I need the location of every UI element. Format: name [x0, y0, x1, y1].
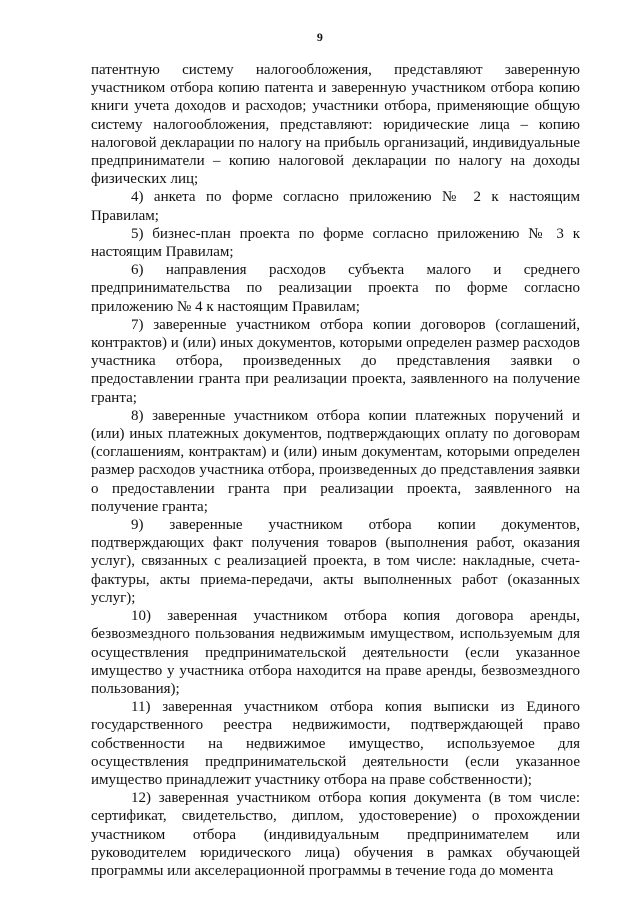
document-body: [91, 61, 580, 880]
paragraph-item-5: 5) бизнес-план проекта по форме согласно приложению № 3 к настоящим Правилам;: [91, 225, 580, 261]
paragraph-item-4: 4) анкета по форме согласно приложению № 2 к настоящим Правилам;: [91, 189, 580, 224]
paragraph-item-8: 8) заверенные участником отбора копии платежных поручений и (или) иных платежных документов, подтверждающих оплату по договорам (соглашениям, контрактам) и (или) иным документам, которыми определен размер расходов участника отбора, произведенных до представления заявки о предоставлении гранта при реализации проекта, заявленного на получение гранта;: [91, 407, 580, 515]
paragraph-continuation: патентную систему налогообложения, представляют заверенную участником отбора копию патента и заверенную участником отбора копию книги учета доходов и расходов; участники отбора, применяющие общую систему налогообложения, представляют: юридические лица – копию налоговой декларации по налогу на прибыль организаций, индивидуальные предприниматели – копию налоговой декларации по налогу на доходы физических лиц;: [91, 62, 580, 188]
paragraph-item-9: 9) заверенные участником отбора копии документов, подтверждающих факт получения товаров (выполнения работ, оказания услуг), связанных с реализацией проекта, в том числе: накладные, счета-фактуры, акты приема-передачи, акты выполненных работ (оказанных услуг);: [91, 517, 580, 606]
paragraph-item-7: 7) заверенные участником отбора копии договоров (соглашений, контрактов) и (или) иных документов, которыми определен размер расходов участника отбора, произведенных до представления заявки о предоставлении гранта при реализации проекта, заявленного на получение гранта;: [91, 316, 580, 406]
paragraph-item-12: 12) заверенная участником отбора копия документа (в том числе: сертификат, свидетельство, диплом, удостоверение) о прохождении участником отбора (индивидуальным предпринимателем или руководителем юридического лица) обучения в рамках обучающей программы или акселерационной программы в течение года до момента: [91, 790, 580, 879]
paragraph-item-10: 10) заверенная участником отбора копия договора аренды, безвозмездного пользования недвижимым имуществом, используемым для осуществления предпринимательской деятельности (если указанное имущество у участника отбора находится на праве аренды, безвозмездного пользования);: [91, 608, 580, 697]
page-number: 9: [316, 30, 324, 44]
paragraph-item-6: 6) направления расходов субъекта малого и среднего предпринимательства по реализации проекта по форме согласно приложению № 4 к настоящим Правилам;: [91, 262, 580, 315]
paragraph-item-11: 11) заверенная участником отбора копия выписки из Единого государственного реестра недвижимости, подтверждающей право собственности на недвижимое имущество, используемое для осуществления предпринимательской деятельности (если указанное имущество принадлежит участнику отбора на праве собственности);: [91, 699, 580, 788]
